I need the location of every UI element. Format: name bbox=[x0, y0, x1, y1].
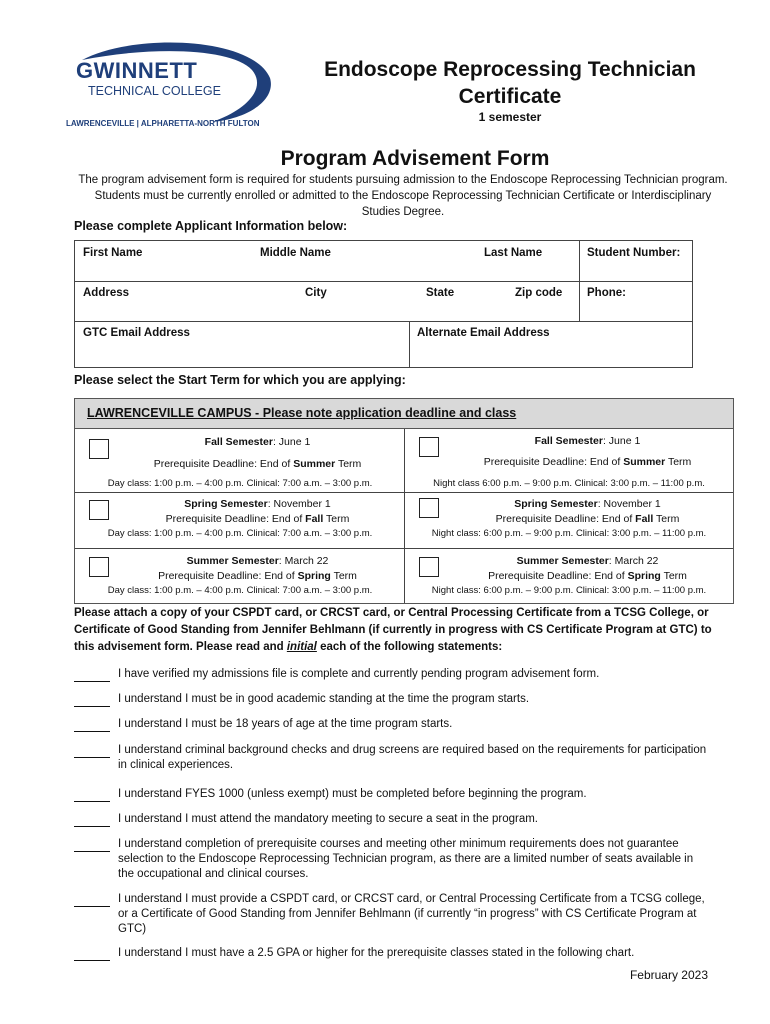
fall-day-checkbox[interactable] bbox=[89, 439, 109, 459]
statement-text: I understand I must be 18 years of age at the time program starts. bbox=[118, 718, 453, 730]
summer-night-schedule: Night class: 6:00 p.m. – 9:00 p.m. Clinical: 3:00 p.m. – 11:00 p.m. bbox=[431, 585, 707, 596]
college-logo bbox=[62, 38, 292, 133]
last-name-field[interactable]: Last Name bbox=[484, 247, 543, 259]
program-title bbox=[300, 56, 720, 110]
initial-blank[interactable] bbox=[74, 787, 110, 802]
initial-blank[interactable] bbox=[74, 692, 110, 707]
spring-night-schedule: Night class: 6:00 p.m. – 9:00 p.m. Clinical: 3:00 p.m. – 11:00 p.m. bbox=[431, 528, 707, 539]
address-field[interactable]: Address bbox=[83, 287, 130, 299]
fall-day-prereq: Prerequisite Deadline: End of Summer Term bbox=[153, 458, 362, 470]
summer-day-schedule: Day class: 1:00 p.m. – 4:00 p.m. Clinical: 7:00 a.m. – 3:00 p.m. bbox=[107, 585, 373, 596]
statement-text: I understand FYES 1000 (unless exempt) must be completed before beginning the program. bbox=[118, 788, 587, 800]
title-line-1: Endoscope Reprocessing Technician bbox=[324, 58, 696, 81]
city-field[interactable]: City bbox=[305, 287, 327, 299]
statement-text: I understand I must attend the mandatory meeting to secure a seat in the program. bbox=[118, 813, 538, 825]
summer-day-checkbox[interactable] bbox=[89, 557, 109, 577]
middle-name-field[interactable]: Middle Name bbox=[260, 247, 331, 259]
initial-blank[interactable] bbox=[74, 667, 110, 682]
title-line-2: Certificate bbox=[458, 85, 562, 108]
spring-day-checkbox[interactable] bbox=[89, 500, 109, 520]
fall-night-schedule: Night class 6:00 p.m. – 9:00 p.m. Clinical: 3:00 p.m. – 11:00 p.m. bbox=[433, 478, 705, 489]
statement-text: I understand I must provide a CSPDT card, or CRCST card, or Central Processing Certificate from a TCSG college, or a Certificate of Good Standing from Jennifer Behlmann (if currently “in progress” with CS Certificate Program at GTC) bbox=[118, 893, 705, 935]
summer-night-checkbox[interactable] bbox=[419, 557, 439, 577]
first-name-field[interactable]: First Name bbox=[83, 247, 143, 259]
initial-blank[interactable] bbox=[74, 717, 110, 732]
fall-night-term: Fall Semester: June 1 bbox=[534, 435, 641, 447]
alt-email-field[interactable]: Alternate Email Address bbox=[417, 327, 550, 339]
duration-label: 1 semester bbox=[478, 110, 542, 124]
spring-night-term: Spring Semester: November 1 bbox=[514, 498, 661, 510]
logo-campuses: LAWRENCEVILLE | ALPHARETTA-NORTH FULTON bbox=[66, 119, 260, 128]
attach-instructions: Please attach a copy of your CSPDT card, or CRCST card, or Central Processing Certificate from a TCSG College, or Certificate of Good Standing from Jennifer Behlmann (if currently in progress with CS Certificate Program at GTC) to this advisement form. Please read and initial each of the following statements: bbox=[74, 607, 712, 653]
fall-day-term: Fall Semester: June 1 bbox=[204, 436, 311, 448]
summer-night-term: Summer Semester: March 22 bbox=[516, 555, 659, 567]
initial-blank[interactable] bbox=[74, 837, 110, 852]
summer-night-prereq: Prerequisite Deadline: End of Spring Term bbox=[488, 570, 687, 582]
spring-day-schedule: Day class: 1:00 p.m. – 4:00 p.m. Clinical: 7:00 a.m. – 3:00 p.m. bbox=[107, 528, 373, 539]
applicant-info-table bbox=[74, 240, 693, 368]
gtc-email-field[interactable]: GTC Email Address bbox=[83, 327, 190, 339]
statement-text: I have verified my admissions file is complete and currently pending program advisement form. bbox=[118, 668, 600, 680]
logo-name: GWINNETT bbox=[76, 58, 198, 83]
fall-night-checkbox[interactable] bbox=[419, 437, 439, 457]
spring-day-term: Spring Semester: November 1 bbox=[184, 498, 331, 510]
state-field[interactable]: State bbox=[426, 287, 455, 299]
campus-heading: LAWRENCEVILLE CAMPUS - Please note application deadline and class bbox=[87, 406, 517, 420]
initial-blank[interactable] bbox=[74, 946, 110, 961]
initial-blank[interactable] bbox=[74, 892, 110, 907]
applicant-heading: Please complete Applicant Information below: bbox=[74, 219, 348, 233]
spring-night-checkbox[interactable] bbox=[419, 498, 439, 518]
start-term-heading: Please select the Start Term for which you are applying: bbox=[74, 373, 406, 387]
fall-day-schedule: Day class: 1:00 p.m. – 4:00 p.m. Clinical: 7:00 a.m. – 3:00 p.m. bbox=[107, 478, 373, 489]
form-title: Program Advisement Form bbox=[280, 147, 550, 170]
summer-day-prereq: Prerequisite Deadline: End of Spring Term bbox=[158, 570, 357, 582]
statement-text: I understand I must be in good academic standing at the time the program starts. bbox=[118, 693, 530, 705]
intro-paragraph: The program advisement form is required for students pursuing admission to the Endoscope Reprocessing Technician program. Students must be currently enrolled or admitted to the Endoscope Reprocessing Technician Certificate or Interdisciplinary Studies Degree. bbox=[78, 174, 728, 218]
campus-terms-table bbox=[74, 398, 734, 604]
statement-text: I understand I must have a 2.5 GPA or higher for the prerequisite classes stated in the following chart. bbox=[118, 947, 635, 959]
spring-day-prereq: Prerequisite Deadline: End of Fall Term bbox=[165, 513, 350, 525]
spring-night-prereq: Prerequisite Deadline: End of Fall Term bbox=[495, 513, 680, 525]
revision-date: February 2023 bbox=[629, 968, 708, 982]
initial-blank[interactable] bbox=[74, 812, 110, 827]
campus-header bbox=[75, 399, 733, 429]
student-number-field[interactable]: Student Number: bbox=[587, 247, 681, 259]
fall-night-prereq: Prerequisite Deadline: End of Summer Term bbox=[483, 456, 692, 468]
initial-blank[interactable] bbox=[74, 743, 110, 758]
zip-field[interactable]: Zip code bbox=[515, 287, 563, 299]
phone-field[interactable]: Phone: bbox=[587, 287, 626, 299]
summer-day-term: Summer Semester: March 22 bbox=[186, 555, 329, 567]
logo-subtitle: TECHNICAL COLLEGE bbox=[88, 84, 221, 98]
statement-text: I understand criminal background checks and drug screens are required based on the requirements for participation in clinical experiences. bbox=[118, 744, 707, 771]
statement-text: I understand completion of prerequisite courses and meeting other minimum requirements does not guarantee selection to the Endoscope Reprocessing Technician program, as there are a limited number of seats available in the occupational and clinical courses. bbox=[118, 838, 694, 880]
